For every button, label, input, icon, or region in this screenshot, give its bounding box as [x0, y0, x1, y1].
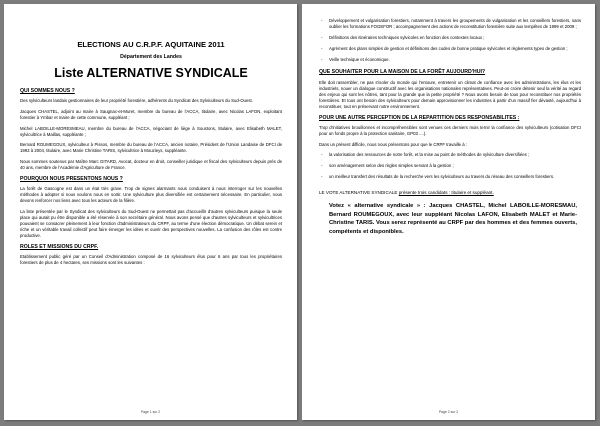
paragraph: Bernard ROUMEGOUX, sylviculteur à Pissos, membre du bureau de l'ACCA, ancien notaire, Président de l'Union Landaise de DFCI de 1993 à 2004, titulaire, avec Marie Christine TARIS, sylvicultrice à Mouzieys, suppléante. [20, 142, 282, 154]
election-title: ELECTIONS AU C.R.P.F. AQUITAINE 2011 [77, 40, 225, 49]
list-item: - Développement et vulgarisation forestiers, notamment à travers les groupements de vulgarisation et les conseillers forestiers, sans oublier les formations FOGEFOR ; accompagnement des actions de reconstitution forestière suite aux tempêtes de 1999 et 2009 ; [319, 18, 581, 30]
paragraph: Des sylviculteurs landais gestionnaires de leur propriété forestière, adhérents du Syndicat des Sylviculteurs du Sud-Ouest. [20, 98, 253, 104]
list-item: - Veille technique et économique. [319, 57, 581, 63]
vote-statement [319, 190, 581, 196]
paragraph: Etablissement public géré par un Conseil d'Administration composé de 16 sylviculteurs élus pour 6 ans par tous les propriétaires forestiers de plus de 4 hectares, ses missions sont les suivantes : [20, 253, 282, 265]
paragraph: Nous sommes soutenus par Maître Marc GITARD, Avocat, docteur en droit, conseiller juridique et fiscal des sylviculteurs depuis près de 40 ans, membre de l'Académie d'Agriculture de France. [20, 158, 282, 170]
list-item: - Définitions des itinéraires techniques sylvicoles en fonction des contextes locaux ; [319, 35, 581, 41]
heading-perception: POUR UNE AUTRE PERCEPTION DE LA REPARTITION DES RESPONSABILITES : [319, 114, 520, 121]
document-page-1 [4, 4, 297, 420]
department-subtitle: Département des Landes [120, 54, 182, 60]
missions-list [319, 18, 581, 63]
list-item: - la valorisation des ressources de notre forêt, et la mise au point de méthodes de sylviculture diversifiées ; [319, 152, 581, 158]
list-item: - un meilleur transfert des résultats de la recherche vers les sylviculteurs au travers du réseau des conseillers forestiers. [319, 174, 581, 180]
paragraph: La liste présentée par le Syndicat des sylviculteurs du Sud-Ouest ne permettait pas d'accueillir d'autres sylviculteurs puisque la seule place qui aurait pu être disponible a été réservée à son secrétaire général. Nous avons pensé que d'autres sylviculteurs et sylvicultrices pouvaient se consacrer pleinement à leur fonction d'administrateurs du CRPF, au terme d'une élection démocratique. Un débat serein et riche et un véritable travail collectif peut faire émerger les idées et ouvrir des perspectives nouvelles. La confusion des rôles est contre productive. [20, 208, 282, 238]
vote-candidates-note: présente trois candidats : titulaire et suppléant. [398, 190, 494, 196]
paragraph: Elle doit rassembler, ne pas s'isoler du monde qui l'entoure, entretenir un climat de confiance avec les administrations, les élus et les industriels, nouer un dialogue constructif avec les organisations nationales représentatives. Peut-on croire détenir seul la vérité au regard des enjeux qui sont les nôtres, tant pour la grande que la petite propriété ? Nous avons besoin de tous pour reconstituer nos propriétés forestières. Et tous ont besoin des sylviculteurs pour demain approvisionner les industries à partir d'un massif fier dévasté, aujourd'hui à reconstituer, tout en préservant notre environnement. [319, 79, 581, 110]
list-title: Liste ALTERNATIVE SYNDICALE [54, 66, 248, 80]
paragraph: Michel LABOILLE-MORESMEAU, membre du bureau de l'ACCA, négociant de liège à Soustons, titulaire, avec Elisabeth MALET, sylvicultrice à Maillas, suppléante ; [20, 125, 282, 137]
page-footer: Page 1 sur 2 [140, 410, 161, 414]
list-item: - son aménagement selon des règles simples servant à la gestion ; [319, 163, 581, 169]
document-page-2 [302, 4, 595, 420]
heading-souhait: QUE SOUHAITER POUR LA MAISON DE LA FORÊT AUJOURD'HUI? [319, 69, 486, 76]
heading-pourquoi: POURQUOI NOUS PRESENTONS NOUS ? [20, 175, 123, 182]
goals-list [319, 152, 581, 180]
paragraph: Dans un présent difficile, nous nous présentons pour que le CRPF travaille à : [319, 141, 468, 147]
heading-roles-missions: ROLES ET MISSIONS DU CRPF. [20, 243, 99, 250]
paragraph: Trop d'initiatives brouillonnes et incompréhensibles sont venues ces derniers mois ternir la confiance des sylviculteurs (cotisation DFCI pour un fonds propre à la protection sanitaire, GP03 ....). [319, 124, 581, 136]
paragraph: La forêt de Gascogne est dans un état très grave. Trop de signes alarmants nous conduisent à nous interroger sur les nouvelles méthodes à adopter si nous voulons nous en sortir. Une sylviculture plus diversifiée est certainement nécessaire. En particulier, nous devons renforcer nos liens avec tous les acteurs de la filière. [20, 185, 282, 203]
heading-qui-sommes-nous: QUI SOMMES NOUS ? [20, 88, 75, 94]
closing-call-to-vote: Votez « alternative syndicale » : Jacques CHASTEL, Michel LABOILLE-MORESMAU, Bernard ROUMEGOUX, avec leur suppléant Nicolas LAFON, Elisabeth MALET et Marie-Christine TARIS. Vous serez représenté au CRPF par des hommes et des femmes ouverts, compétents et disponibles. [329, 203, 577, 235]
list-item: - Agrément des plans simples de gestion et définitions des codes de bonne pratique sylvicoles et règlements types de gestion ; [319, 46, 581, 52]
page-footer: Page 2 sur 2 [438, 410, 459, 414]
paragraph: Jacques CHASTEL, adjoint au maire à Saugnac-et-Muret, membre du bureau de l'ACCA, titulaire, avec Nicolas LAFON, exploitant forestier à Ymbar et maire de cette commune, suppléant ; [20, 108, 282, 120]
vote-prefix: LE VOTE ALTERNATIVE SYNDICALE [319, 190, 399, 196]
